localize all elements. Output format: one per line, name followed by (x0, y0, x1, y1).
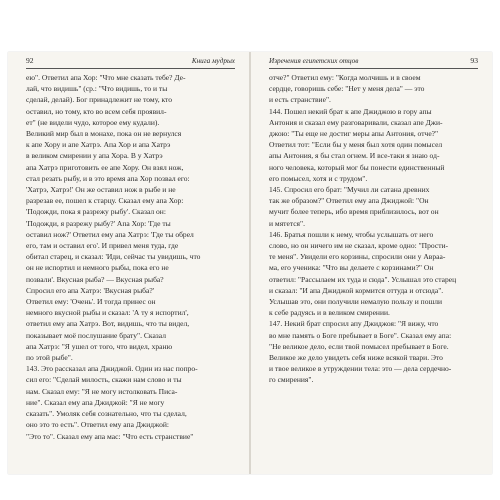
paragraph (269, 184, 478, 229)
text-line: сил его: "Сделай милость, скажи нам слово и ты (26, 375, 182, 385)
text-line: Ответил тот: "Если бы у меня был хотя один помысел (269, 140, 443, 150)
text-line: немного вкусной рыбы и сказал: 'А ту я испортил', (26, 308, 189, 318)
paragraph (26, 363, 235, 441)
paragraph (269, 72, 478, 106)
text-line: так же образом?" Ответил ему апа Джиджой: "Он (269, 196, 429, 206)
text-line: лай, что видишь" (ср.: "Что видишь, то и ты (26, 84, 168, 94)
text-line: Ответил ему: 'Очень'. И тогда принес он (26, 297, 156, 307)
text-line: 'Подожди, пока я разрежу рыбу'. Сказал он: (26, 207, 166, 217)
text-line: отче?" Ответил ему: "Когда молчишь и в своем (269, 73, 421, 82)
text-line: Великое же дело увидеть себя ниже всякой твари. Это (269, 353, 443, 363)
text-line: 147. Некий брат спросил апу Джиджоя: "Я вижу, что (269, 319, 439, 329)
text-line: Услышав это, они получили немалую пользу и пошли (269, 297, 443, 307)
text-line: ответил ему апа Хатрэ. Вот, видишь, что ты видел, (26, 319, 190, 329)
text-line: 'Хатрэ, Хатрэ!' Он же оставил нож в рыбе и не (26, 185, 176, 195)
text-line: и сказал: "И апа Джиджой кормится оттуда и отсюда". (269, 285, 444, 295)
text-line: его помысел, хотя и с трудом". (269, 173, 368, 183)
text-line: ет" (не видели чудо, которое ему кудали). (26, 117, 160, 127)
paragraph (269, 229, 478, 319)
text-line: те меня". Увидели его корзины, спросили они у Авраа- (269, 252, 446, 262)
text-line: 145. Спросил его брат: "Мучил ли сатана древних (269, 185, 430, 195)
text-line: стал резать рыбу, и в это время апа Хор позвал его: (26, 173, 190, 183)
text-line: 'Подожди, я разрежу рыбу?' Апа Хор: 'Где ты (26, 218, 171, 228)
text-line: по этой рыбе". (26, 353, 73, 363)
book-spread (8, 52, 492, 474)
text-line: нам. Сказал ему: "Я не могу истолковать Писа- (26, 386, 178, 396)
text-line: позвали'. Вкусная рыба? — Вкусная рыба? (26, 274, 164, 284)
text-line: в великом смирении у апа Хора. В у Хатрэ (26, 151, 163, 161)
text-line: и мятется". (269, 218, 305, 228)
left-page-number: 92 (26, 56, 34, 65)
text-line: Антония и сказал ему разговаривали, сказал апе Джи- (269, 117, 443, 127)
text-line: сказать". Умоляк себя сознательно, что ты сделал, (26, 409, 187, 419)
text-line: 143. Это рассказал апа Джиджой. Один из нас попро- (26, 364, 198, 374)
right-page (251, 52, 492, 474)
text-line: к апе Хору и апе Хатрэ. Апа Хор и апа Хатрэ (26, 140, 171, 150)
paragraph (269, 106, 478, 184)
right-page-text (269, 72, 478, 386)
right-page-number: 93 (470, 56, 478, 65)
text-line: ние". Сказал ему апа Джиджой: "Я не могу (26, 397, 165, 407)
right-running-title: Изречения египетских отцов (269, 57, 359, 65)
paragraph (26, 72, 235, 363)
left-running-title: Книга мудрых (191, 57, 235, 65)
text-line: ею". Ответил апа Хор: "Что мне сказать тебе? Де- (26, 73, 186, 82)
text-line: разрезав ее, пошел к старцу. Сказал ему апа Хор: (26, 196, 184, 206)
text-line: Великий мир был в монахе, пока он не вернулся (26, 129, 182, 139)
text-line: сделай, делай). Бог принадлежит не тому, кто (26, 95, 173, 105)
text-line: оно это то есть". Ответил ему апа Джиджой: (26, 420, 170, 430)
text-line: мучит более теперь, ибо время приблизилось, вот он (269, 207, 439, 217)
text-line: Спросил его апа Хатрэ: 'Вкусная рыба?' (26, 285, 155, 295)
paragraph (269, 318, 478, 385)
text-line: оставил, но тому, кто во всем себя проявил- (26, 106, 167, 116)
text-line: и есть странствие". (269, 95, 331, 105)
text-line: го смирения". (269, 375, 314, 385)
text-line: "Не великое дело, если твой помысел пребывает в Боге. (269, 341, 449, 351)
text-line: сердце, говоришь себе: "Нет у меня дела" — это (269, 84, 425, 94)
text-line: оставил нож?' Ответил ему апа Хатрэ: 'Где ты обрел (26, 229, 194, 239)
left-running-header (26, 56, 235, 69)
text-line: он не испортил и немного рыбы, пока его не (26, 263, 169, 273)
text-line: апы Антония, я бы стал огнем. И все-таки я знаю од- (269, 151, 440, 161)
text-line: слово, но он ничего им не сказал, кроме одно: "Прости- (269, 241, 449, 251)
text-line: "Это то". Сказал ему апа мас: "Что есть странствие" (26, 431, 194, 441)
text-line: ного человека, который мог бы понести единственный (269, 162, 445, 172)
right-running-header (269, 56, 478, 69)
text-line: его, там и оставил его'. И привел меня туда, где (26, 241, 179, 251)
text-line: апа Хатрэ приготовить ее апе Хору. Он взял нож, (26, 162, 184, 172)
left-page (8, 52, 249, 474)
text-line: и твое великое в утруждении тела: это — дела сердечно- (269, 364, 452, 374)
text-line: ответил: "Рассылаем их туда и сюда". Услышал это старец (269, 274, 457, 284)
text-line: джою: "Ты еще не достиг меры апы Антония, отче?" (269, 129, 439, 139)
text-line: апа Хатрэ: "Я ушел от того, что видел, храню (26, 341, 173, 351)
text-line: показывает моё послушание брату". Сказал (26, 330, 166, 340)
text-line: к себе радуясь и в великом смирении. (269, 308, 390, 318)
text-line: обитал старец, и сказал: 'Иди, сейчас ты увидишь, что (26, 252, 201, 262)
text-line: 144. Пошел некий брат к апе Джиджою в гору апы (269, 106, 432, 116)
text-line: ма, его ученика: "Что вы делаете с корзинами?" Он (269, 263, 434, 273)
text-line: во мне память о Боге пребывает в Боге". Сказал ему апа: (269, 330, 452, 340)
left-page-text (26, 72, 235, 442)
text-line: 146. Братья пошли к нему, чтобы услышать от него (269, 229, 434, 239)
